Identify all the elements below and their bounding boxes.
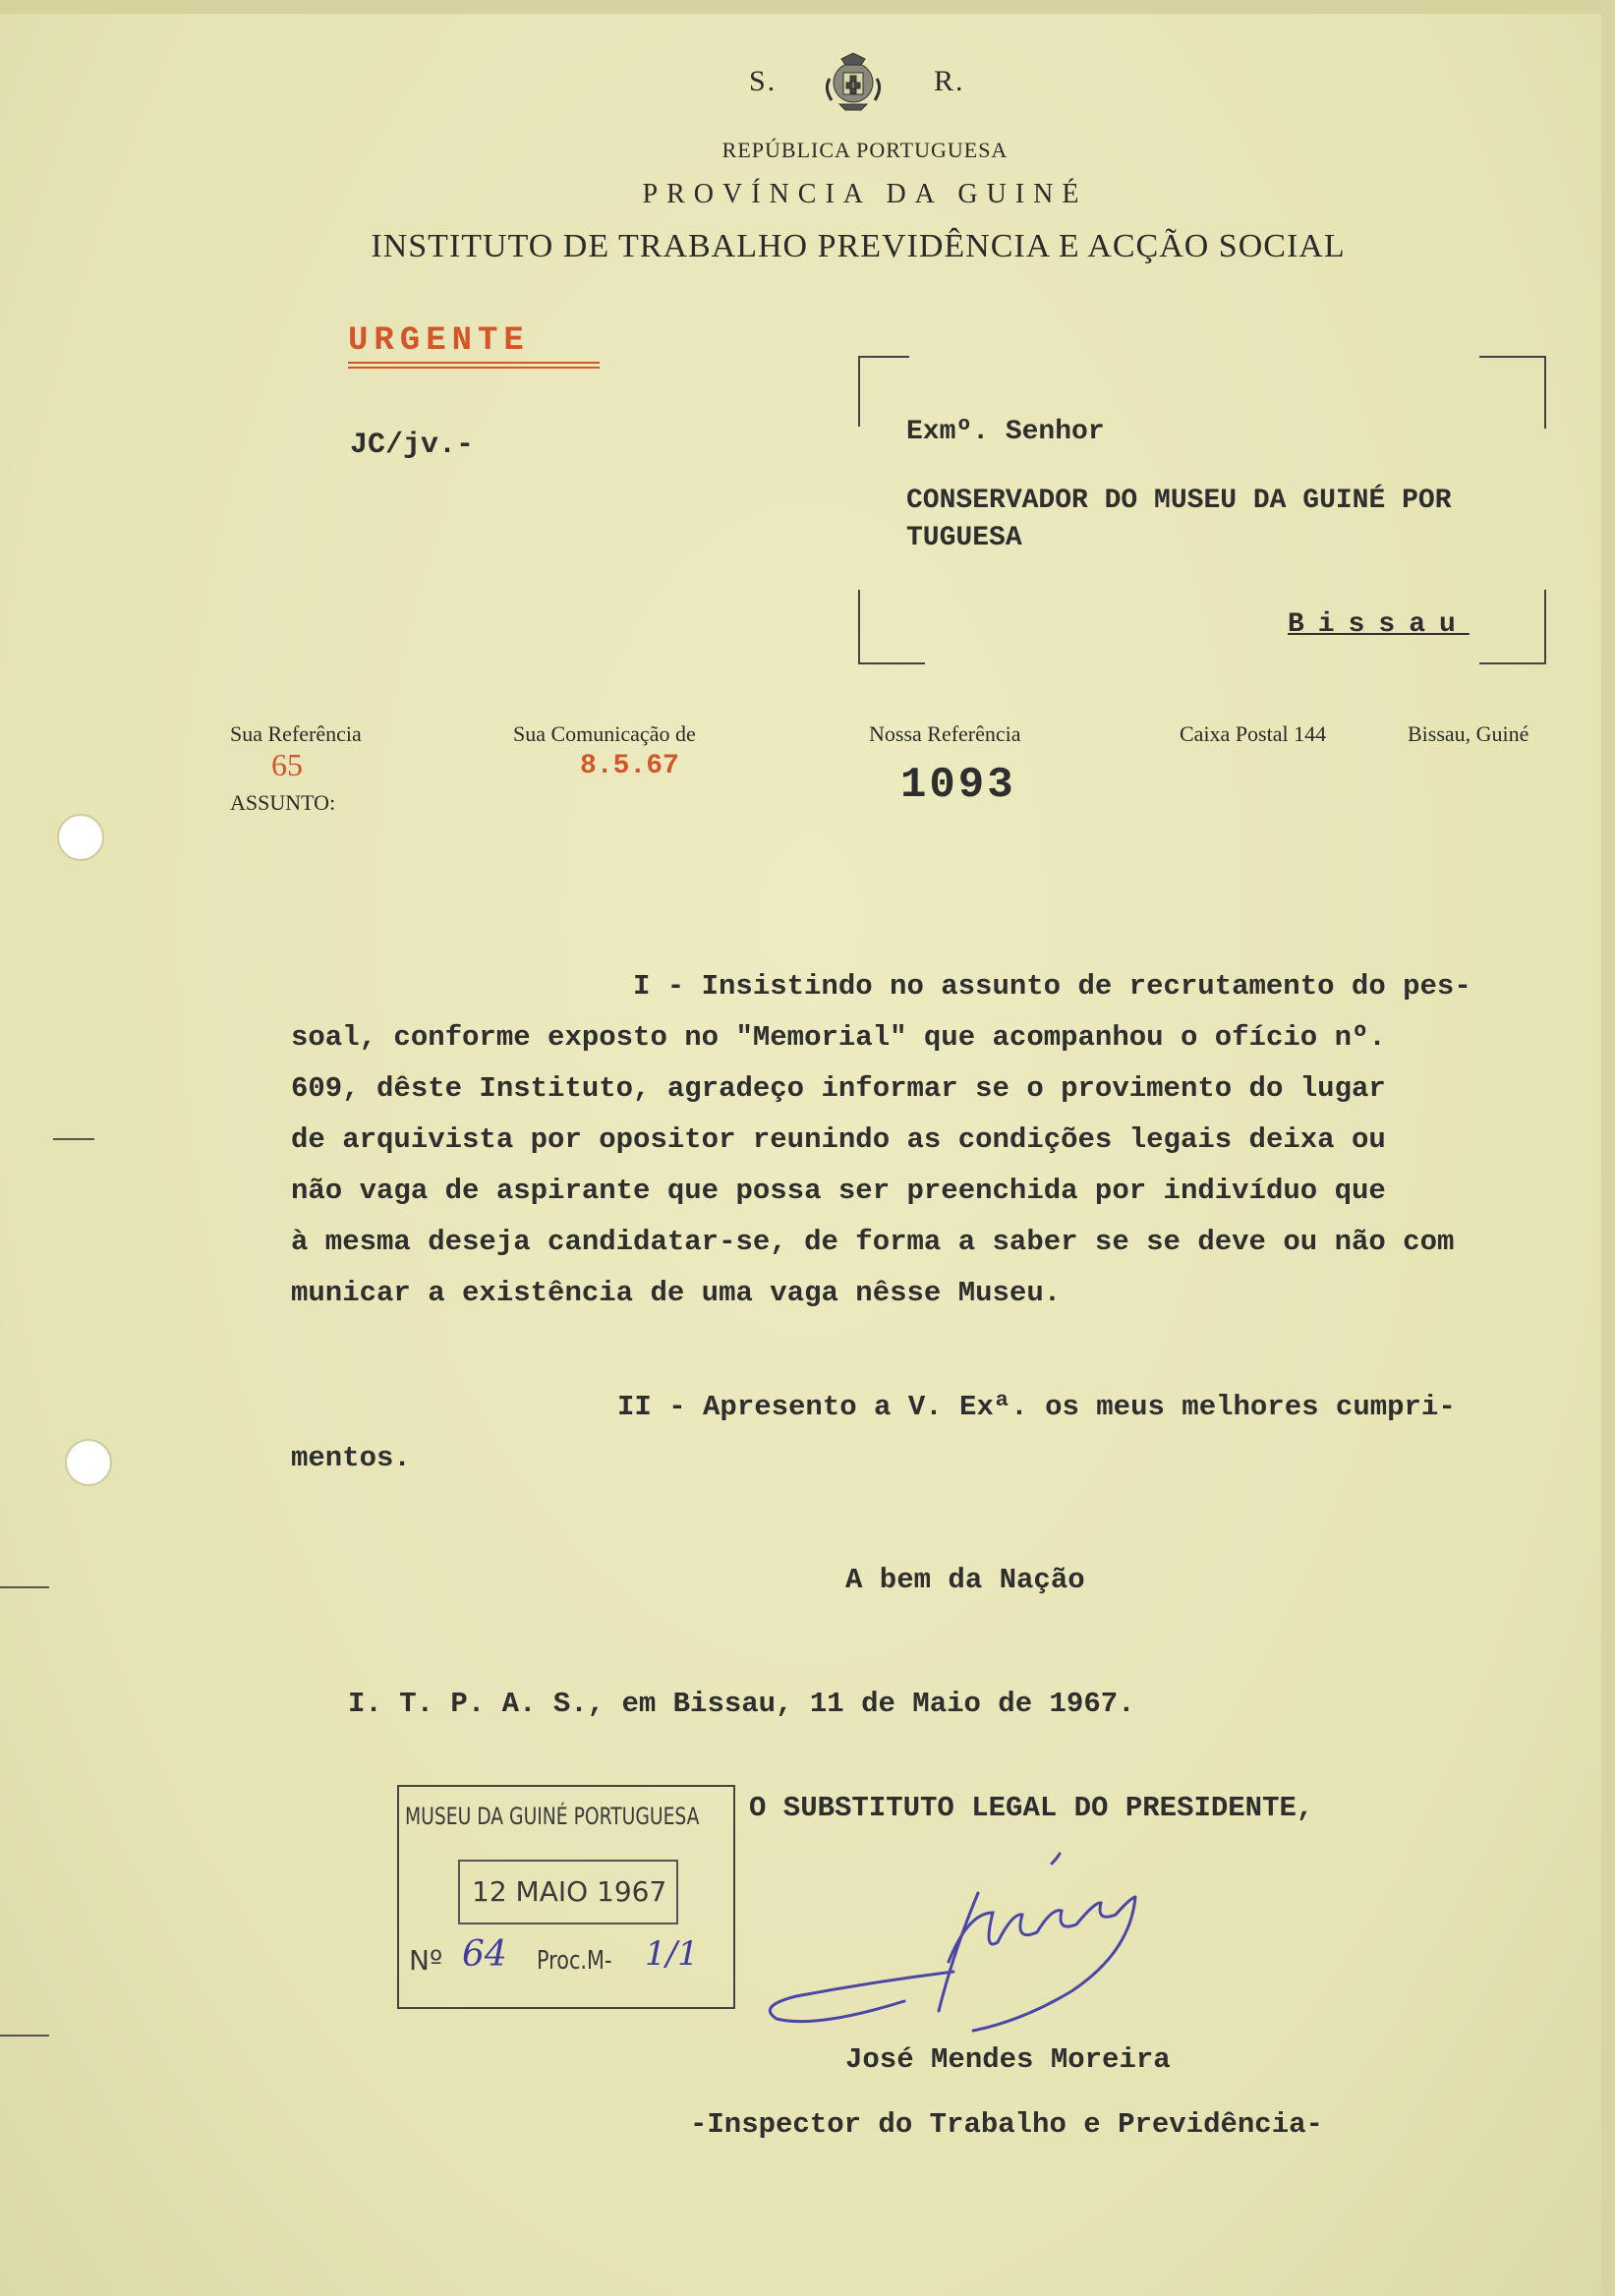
urgency-label: URGENTE: [348, 322, 530, 360]
urgency-underline-1: [348, 362, 600, 364]
place-date: I. T. P. A. S., em Bissau, 11 de Maio de 1967.: [348, 1688, 1135, 1720]
fold-mark-3: [0, 2035, 49, 2037]
motto: A bem da Nação: [845, 1564, 1085, 1596]
punch-hole-top: [57, 814, 104, 861]
signatory-position: -Inspector do Trabalho e Previdência-: [690, 2108, 1323, 2141]
body-line-6: à mesma deseja candidatar-se, de forma a saber se se deve ou não com: [291, 1226, 1455, 1258]
recipient-city: Bissau: [1288, 609, 1470, 640]
stamp-institution: MUSEU DA GUINÉ PORTUGUESA: [405, 1803, 700, 1830]
stamp-number-value: 64: [462, 1934, 507, 1975]
stamp-proc-label: Proc.M-: [537, 1946, 612, 1976]
signatory-name: José Mendes Moreira: [845, 2043, 1171, 2076]
header-instituto: INSTITUTO DE TRABALHO PREVIDÊNCIA E ACÇÃO SOCIAL: [371, 228, 1346, 264]
sua-comunicacao-label: Sua Comunicação de: [513, 721, 696, 746]
stamp-date: 12 MAIO 1967: [472, 1875, 667, 1908]
recipient-title-line2: TUGUESA: [906, 523, 1022, 553]
header-r-letter: R.: [934, 65, 965, 97]
sua-referencia-value: 65: [271, 747, 303, 782]
header-s-letter: S.: [749, 65, 778, 97]
header-republica: REPÚBLICA PORTUGUESA: [721, 138, 1009, 162]
stamp-date-box: [458, 1860, 678, 1924]
handwritten-signature: [757, 1834, 1288, 2040]
body-line-4: de arquivista por opositor reunindo as condições legais deixa ou: [291, 1123, 1386, 1156]
body-line-2: soal, conforme exposto no "Memorial" que acompanhou o ofício nº.: [291, 1021, 1386, 1054]
bracket-bottom-left-vertical: [858, 590, 860, 662]
punch-hole-bottom: [65, 1439, 112, 1486]
sua-comunicacao-value: 8.5.67: [580, 751, 679, 781]
bracket-top-right: [1479, 356, 1546, 358]
stamp-number-label: Nº: [409, 1944, 443, 1977]
paper-top-edge: [0, 0, 1615, 14]
caixa-postal: Caixa Postal 144: [1180, 721, 1327, 746]
assunto-label: ASSUNTO:: [230, 790, 336, 815]
initials: JC/jv.-: [350, 429, 475, 462]
place-header: Bissau, Guiné: [1408, 721, 1529, 746]
closing-line-1: II - Apresento a V. Exª. os meus melhores cumpri-: [617, 1391, 1456, 1423]
bracket-bottom-right: [1479, 662, 1546, 664]
header-provincia: PROVÍNCIA DA GUINÉ: [642, 179, 1088, 209]
recipient-title-line1: CONSERVADOR DO MUSEU DA GUINÉ POR: [906, 486, 1452, 516]
nossa-referencia-value: 1093: [900, 761, 1016, 810]
bracket-top-left: [858, 356, 909, 358]
recipient-salutation: Exmº. Senhor: [906, 417, 1105, 447]
stamp-proc-value: 1/1: [645, 1934, 699, 1974]
bracket-bottom-left: [858, 662, 925, 664]
urgency-underline-2: [348, 367, 600, 369]
portuguese-coat-of-arms-icon: [822, 49, 885, 114]
body-line-3: 609, dêste Instituto, agradeço informar se o provimento do lugar: [291, 1072, 1386, 1105]
bracket-bottom-right-vertical: [1544, 590, 1546, 664]
fold-mark-1: [53, 1138, 94, 1140]
sua-referencia-label: Sua Referência: [230, 721, 362, 746]
museum-receipt-stamp: [397, 1785, 735, 2009]
body-line-5: não vaga de aspirante que possa ser preenchida por indivíduo que: [291, 1175, 1386, 1207]
nossa-referencia-label: Nossa Referência: [869, 721, 1021, 746]
closing-line-2: mentos.: [291, 1442, 411, 1474]
paper-right-edge: [1601, 0, 1615, 2296]
fold-mark-2: [0, 1586, 49, 1588]
bracket-top-right-vertical: [1544, 356, 1546, 429]
body-line-1: I - Insistindo no assunto de recrutamento do pes-: [633, 970, 1471, 1003]
body-line-7: municar a existência de uma vaga nêsse Museu.: [291, 1277, 1062, 1309]
bracket-top-left-vertical: [858, 356, 860, 427]
signature-role: O SUBSTITUTO LEGAL DO PRESIDENTE,: [749, 1792, 1314, 1824]
